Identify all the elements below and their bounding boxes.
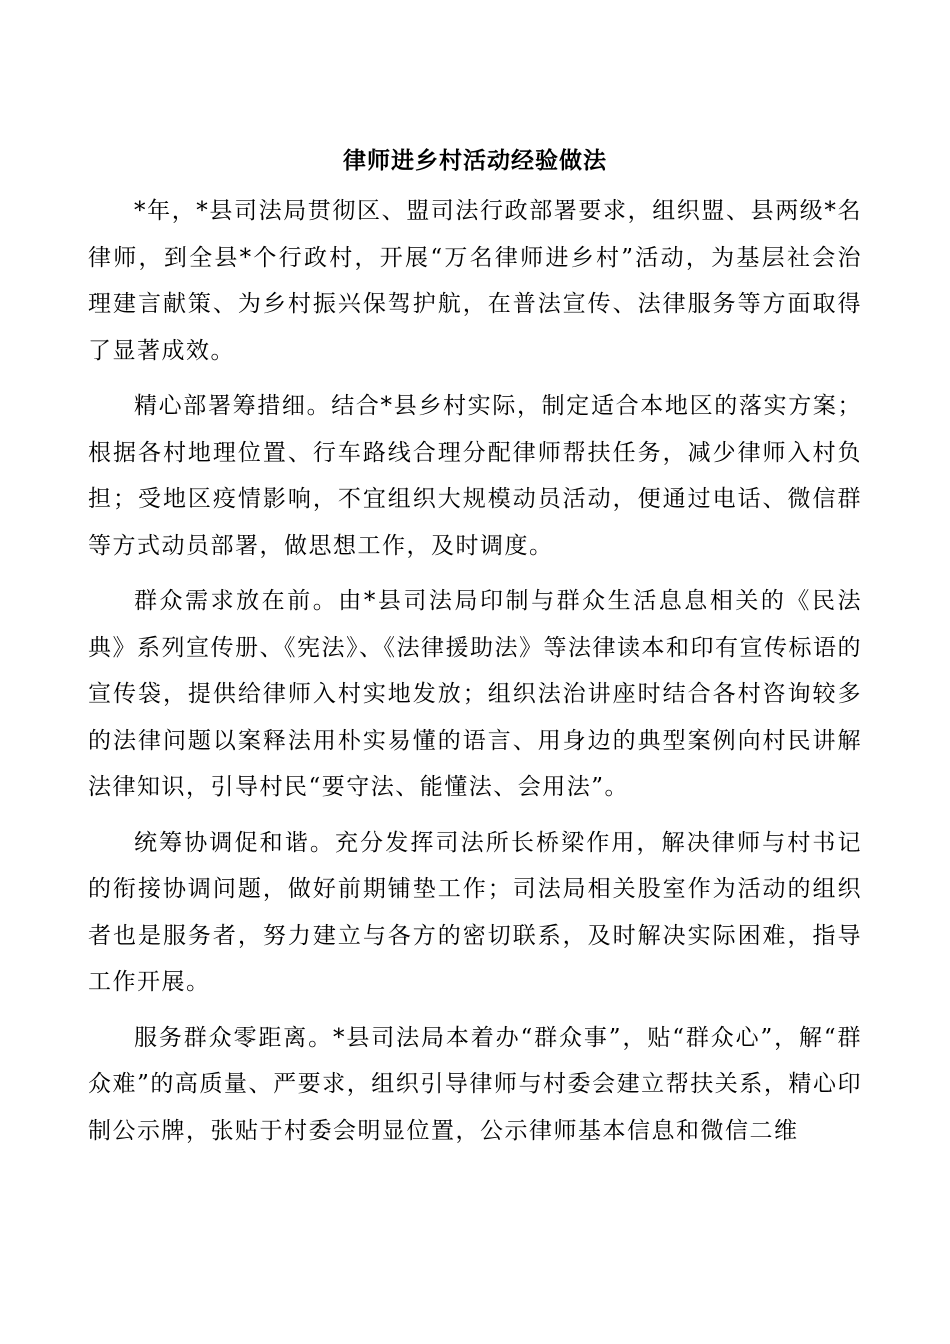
paragraph-intro: *年，*县司法局贯彻区、盟司法行政部署要求，组织盟、县两级*名律师，到全县*个行政村，开展“万名律师进乡村”活动，为基层社会治理建言献策、为乡村振兴保驾护航，在普法宣传、法律服务等方面取得了显著成效。 [88,198,862,364]
paragraph-public-needs: 群众需求放在前。由*县司法局印制与群众生活息息相关的《民法典》系列宣传册、《宪法》、《法律援助法》等法律读本和印有宣传标语的宣传袋，提供给律师入村实地发放；组织法治讲座时结合各村咨询较多的法律问题以案释法用朴实易懂的语言、用身边的典型案例向村民讲解法律知识，引导村民“要守法、能懂法、会用法”。 [88,588,862,800]
paragraph-service: 服务群众零距离。*县司法局本着办“群众事”，贴“群众心”，解“群众难”的高质量、严要求，组织引导律师与村委会建立帮扶关系，精心印制公示牌，张贴于村委会明显位置，公示律师基本信息和微信二维 [88,1024,862,1144]
paragraph-coordination: 统筹协调促和谐。充分发挥司法所长桥梁作用，解决律师与村书记的衔接协调问题，做好前期铺垫工作；司法局相关股室作为活动的组织者也是服务者，努力建立与各方的密切联系，及时解决实际困难，指导工作开展。 [88,829,862,995]
document-title: 律师进乡村活动经验做法 [343,147,607,174]
paragraph-planning: 精心部署筹措细。结合*县乡村实际，制定适合本地区的落实方案；根据各村地理位置、行车路线合理分配律师帮扶任务，减少律师入村负担；受地区疫情影响，不宜组织大规模动员活动，便通过电话、微信群等方式动员部署，做思想工作，及时调度。 [88,393,862,559]
